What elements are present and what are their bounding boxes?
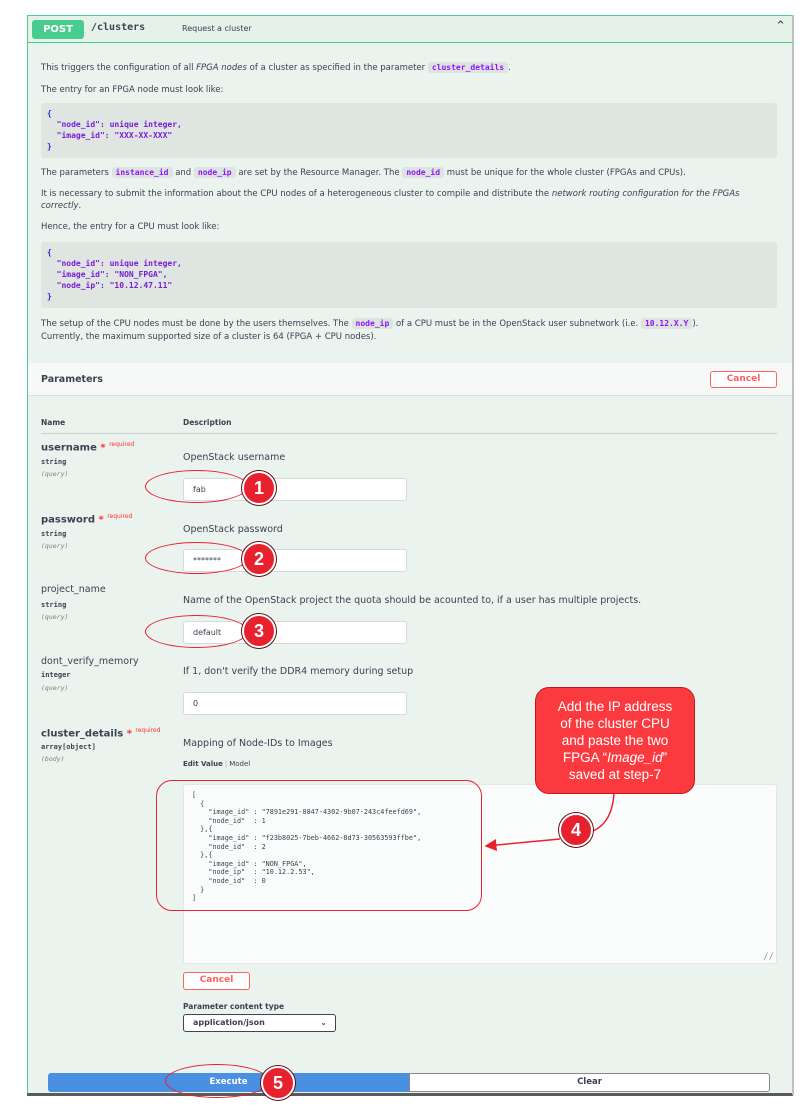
tab-edit-value[interactable]: Edit Value xyxy=(183,760,223,768)
annotation-callout xyxy=(535,687,695,794)
description-p7: Currently, the maximum supported size of a cluster is 64 (FPGA + CPU nodes). xyxy=(41,332,377,342)
column-description-header: Description xyxy=(183,418,232,427)
column-name-header: Name xyxy=(41,418,66,427)
param-name-dont-verify: dont_verify_memory xyxy=(41,656,139,667)
param-desc-password: OpenStack password xyxy=(183,524,283,535)
description-p1: This triggers the configuration of all FPGA nodes of a cluster as specified in the parameter cluster_details . xyxy=(41,63,511,73)
cancel-try-button[interactable]: Cancel xyxy=(710,371,777,388)
param-type: string xyxy=(41,458,67,466)
callout-line: Add the IP address xyxy=(557,699,673,714)
clear-button[interactable]: Clear xyxy=(409,1073,770,1092)
param-name-password: password * $^{required}$ xyxy=(41,513,133,526)
param-location: (query) xyxy=(41,613,69,621)
cluster-details-textarea[interactable] xyxy=(183,784,777,964)
content-type-value: application/json xyxy=(193,1018,265,1027)
operation-path: /clusters xyxy=(91,22,146,33)
callout-line: FPGA “Image_id” xyxy=(562,750,668,765)
dont-verify-memory-input[interactable]: 0 xyxy=(183,692,407,715)
param-type: string xyxy=(41,530,67,538)
param-desc-username: OpenStack username xyxy=(183,452,286,463)
chevron-down-icon: ⌄ xyxy=(320,1018,327,1027)
content-type-select[interactable] xyxy=(183,1014,336,1032)
execute-button[interactable]: Execute xyxy=(48,1073,409,1092)
param-location: (query) xyxy=(41,542,69,550)
inline-code: cluster_details xyxy=(428,62,508,73)
content-type-label: Parameter content type xyxy=(183,1002,285,1011)
description-p6: The setup of the CPU nodes must be done by the users themselves. The node_ip of a CPU must be in the OpenStack user subnetwork (i.e. 10.12.X.Y ). xyxy=(41,319,699,329)
param-type: integer xyxy=(41,671,71,679)
cluster-details-json: [ { "image_id" : "7891e291-8847-4302-9b07-243c4feefd69", "node_id" : 1 },{ "image_id" : "f23b8025-7beb-4662-8d73-30563593ffbe", "node_id" : 2 },{ "image_id" : "NON_FPGA", "node_ip" : "10.12.2.53", "node_id" : 0 } ] xyxy=(192,791,422,903)
param-location: (query) xyxy=(41,684,69,692)
callout-line: of the cluster CPU xyxy=(560,716,670,731)
username-input[interactable]: fab xyxy=(183,478,407,501)
divider xyxy=(41,433,777,434)
frame-border xyxy=(27,1093,793,1096)
param-name-project: project_name xyxy=(41,584,106,595)
callout-line: saved at step-7 xyxy=(568,767,662,782)
param-desc-project: Name of the OpenStack project the quota should be acounted to, if a user has multiple projects. xyxy=(183,595,642,606)
tab-model[interactable]: Model xyxy=(229,760,251,768)
operation-panel xyxy=(27,15,793,1095)
callout-line: and paste the two xyxy=(561,733,669,748)
fpga-entry-code: { "node_id": unique integer, "image_id": "XXX-XX-XXX" } xyxy=(41,103,777,158)
operation-header[interactable] xyxy=(28,16,792,43)
param-desc-cluster-details: Mapping of Node-IDs to Images xyxy=(183,738,333,749)
param-name-cluster-details: cluster_details * $^{required}$ xyxy=(41,727,161,740)
param-location: (body) xyxy=(41,755,65,763)
project-name-input[interactable]: default xyxy=(183,621,407,644)
param-type: string xyxy=(41,601,67,609)
param-type: array[object] xyxy=(41,743,96,751)
resize-handle-icon[interactable]: ∕∕ xyxy=(763,952,774,963)
parameters-title: Parameters xyxy=(41,374,103,385)
cancel-body-button[interactable]: Cancel xyxy=(183,972,250,990)
chevron-up-icon[interactable]: ⌃ xyxy=(775,19,786,34)
parameters-header xyxy=(28,363,792,396)
method-badge: POST xyxy=(32,20,84,39)
param-name-username: username * $^{required}$ xyxy=(41,441,135,454)
frame-border xyxy=(792,15,794,1095)
step-badge-2: 2 xyxy=(242,542,276,576)
description-p5: Hence, the entry for a CPU must look like: xyxy=(41,222,220,232)
cpu-entry-code: { "node_id": unique integer, "image_id": "NON_FPGA", "node_ip": "10.12.47.11" } xyxy=(41,242,777,308)
description-p2: The entry for an FPGA node must look like: xyxy=(41,85,224,95)
step-badge-5: 5 xyxy=(261,1066,295,1100)
body-editor-tabs: Edit Value | Model xyxy=(183,760,251,768)
step-badge-3: 3 xyxy=(242,614,276,648)
description-p3: The parameters instance_id and node_ip are set by the Resource Manager. The node_id must be unique for the whole cluster (FPGAs and CPUs). xyxy=(41,168,686,178)
param-location: (query) xyxy=(41,470,69,478)
param-desc-dont-verify: If 1, don't verify the DDR4 memory during setup xyxy=(183,666,414,677)
step-badge-1: 1 xyxy=(242,471,276,505)
step-badge-4: 4 xyxy=(559,813,593,847)
password-input[interactable]: ******* xyxy=(183,549,407,572)
operation-summary: Request a cluster xyxy=(182,24,252,33)
description-p4: It is necessary to submit the information about the CPU nodes of a heterogeneous cluster to compile and distribute the network routing configuration for the FPGAs correctly. xyxy=(41,189,740,211)
